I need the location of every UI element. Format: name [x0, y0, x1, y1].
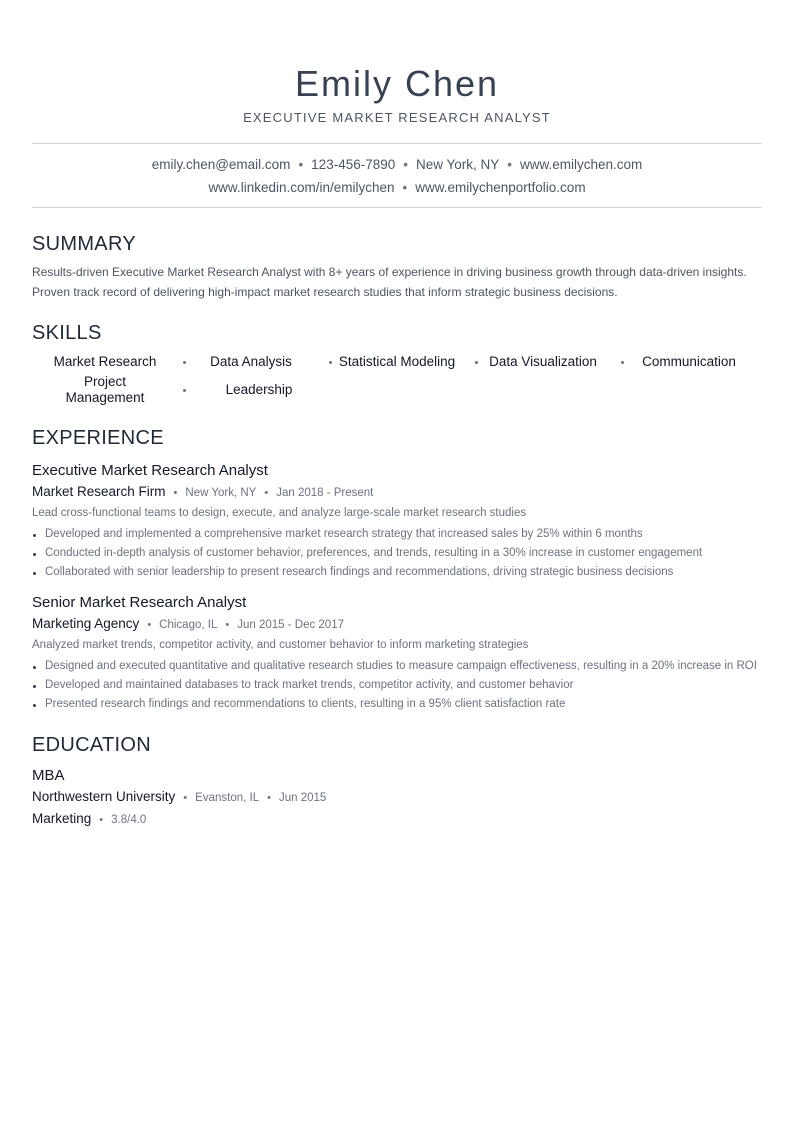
summary-heading: SUMMARY — [32, 233, 136, 255]
separator-dot: • — [225, 619, 230, 631]
job-dates: Jan 2018 - Present — [276, 487, 374, 499]
job-description: Lead cross-functional teams to design, execute, and analyze large-scale market research studies — [32, 507, 527, 519]
job-meta — [32, 482, 762, 503]
summary-section — [32, 232, 762, 302]
linkedin-link[interactable]: www.linkedin.com/in/emilychen — [208, 180, 395, 195]
job-entry — [32, 593, 762, 711]
job-meta — [32, 614, 762, 635]
website-link[interactable]: www.emilychen.com — [520, 157, 643, 172]
skill-item — [32, 352, 178, 372]
achievement-item: Designed and executed quantitative and qualitative research studies to measure campaign effectiveness, resulting in a 20% increase in ROI — [32, 659, 762, 673]
separator-dot: • — [173, 487, 178, 499]
location: New York, NY — [415, 157, 500, 172]
separator-dot: • — [147, 619, 152, 631]
job-description: Analyzed market trends, competitor activity, and customer behavior to inform marketing strategies — [32, 639, 529, 651]
skill-item — [324, 352, 470, 372]
company-name: Market Research Firm — [32, 484, 166, 499]
job-title: Senior Market Research Analyst — [32, 594, 247, 611]
skill-label: Communication — [642, 354, 736, 369]
skill-item — [178, 374, 324, 406]
separator-dot: • — [99, 814, 104, 826]
skill-label: Data Visualization — [489, 354, 597, 369]
contact-info — [32, 143, 762, 208]
phone-number: 123-456-7890 — [311, 157, 396, 172]
gpa: 3.8/4.0 — [111, 814, 147, 826]
skills-heading: SKILLS — [32, 322, 102, 344]
separator-dot: • — [507, 157, 513, 172]
skills-list — [32, 352, 762, 406]
skills-section — [32, 321, 762, 406]
job-location: Chicago, IL — [159, 619, 218, 631]
skill-item — [616, 352, 762, 372]
job-location: New York, NY — [185, 487, 257, 499]
achievement-item: Conducted in-depth analysis of customer behavior, preferences, and trends, resulting in a 30% increase in customer engagement — [32, 546, 762, 560]
achievement-item: Developed and maintained databases to track market trends, competitor activity, and customer behavior — [32, 678, 762, 692]
experience-heading: EXPERIENCE — [32, 427, 164, 449]
skill-item — [178, 352, 324, 372]
resume-page — [32, 0, 762, 830]
portfolio-link[interactable]: www.emilychenportfolio.com — [415, 180, 586, 195]
achievement-list — [32, 659, 762, 711]
separator-dot: • — [264, 487, 269, 499]
email-link[interactable]: emily.chen@email.com — [151, 157, 291, 172]
candidate-title: EXECUTIVE MARKET RESEARCH ANALYST — [243, 110, 551, 125]
school-meta — [32, 787, 762, 808]
skill-label: Leadership — [225, 382, 293, 397]
achievement-list — [32, 527, 762, 579]
skill-label: Project Management — [65, 374, 145, 405]
school-location: Evanston, IL — [195, 792, 260, 804]
separator-dot: • — [298, 157, 304, 172]
skill-item — [32, 374, 178, 406]
company-name: Marketing Agency — [32, 616, 140, 631]
achievement-item: Collaborated with senior leadership to present research findings and recommendations, driving strategic business decisions — [32, 565, 762, 579]
achievement-item: Presented research findings and recommendations to clients, resulting in a 95% client satisfaction rate — [32, 697, 762, 711]
skill-label: Data Analysis — [210, 354, 292, 369]
school-name: Northwestern University — [32, 789, 176, 804]
separator-dot: • — [267, 792, 271, 804]
separator-dot: • — [183, 792, 188, 804]
degree: MBA — [32, 767, 65, 784]
skill-item — [470, 352, 616, 372]
contact-line-1 — [32, 153, 762, 176]
education-section — [32, 733, 762, 830]
field-of-study: Marketing — [32, 811, 92, 826]
summary-text: Results-driven Executive Market Research Analyst with 8+ years of experience in driving business growth through data-driven insights. Proven track record of delivering high-impact market research studies that inform strategic business decisions. — [32, 265, 747, 299]
experience-section — [32, 426, 762, 711]
resume-header — [32, 0, 762, 126]
candidate-name: Emily Chen — [294, 63, 500, 104]
separator-dot: • — [402, 180, 408, 195]
separator-dot: • — [403, 157, 408, 172]
field-meta — [32, 809, 762, 830]
job-dates: Jun 2015 - Dec 2017 — [237, 619, 344, 631]
job-entry — [32, 461, 762, 579]
contact-line-2 — [32, 176, 762, 199]
skill-label: Statistical Modeling — [338, 354, 456, 369]
education-heading: EDUCATION — [32, 734, 151, 756]
skill-label: Market Research — [53, 354, 157, 369]
job-title: Executive Market Research Analyst — [32, 462, 268, 479]
achievement-item: Developed and implemented a comprehensive market research strategy that increased sales by 25% within 6 months — [32, 527, 762, 541]
graduation-date: Jun 2015 — [278, 792, 327, 804]
